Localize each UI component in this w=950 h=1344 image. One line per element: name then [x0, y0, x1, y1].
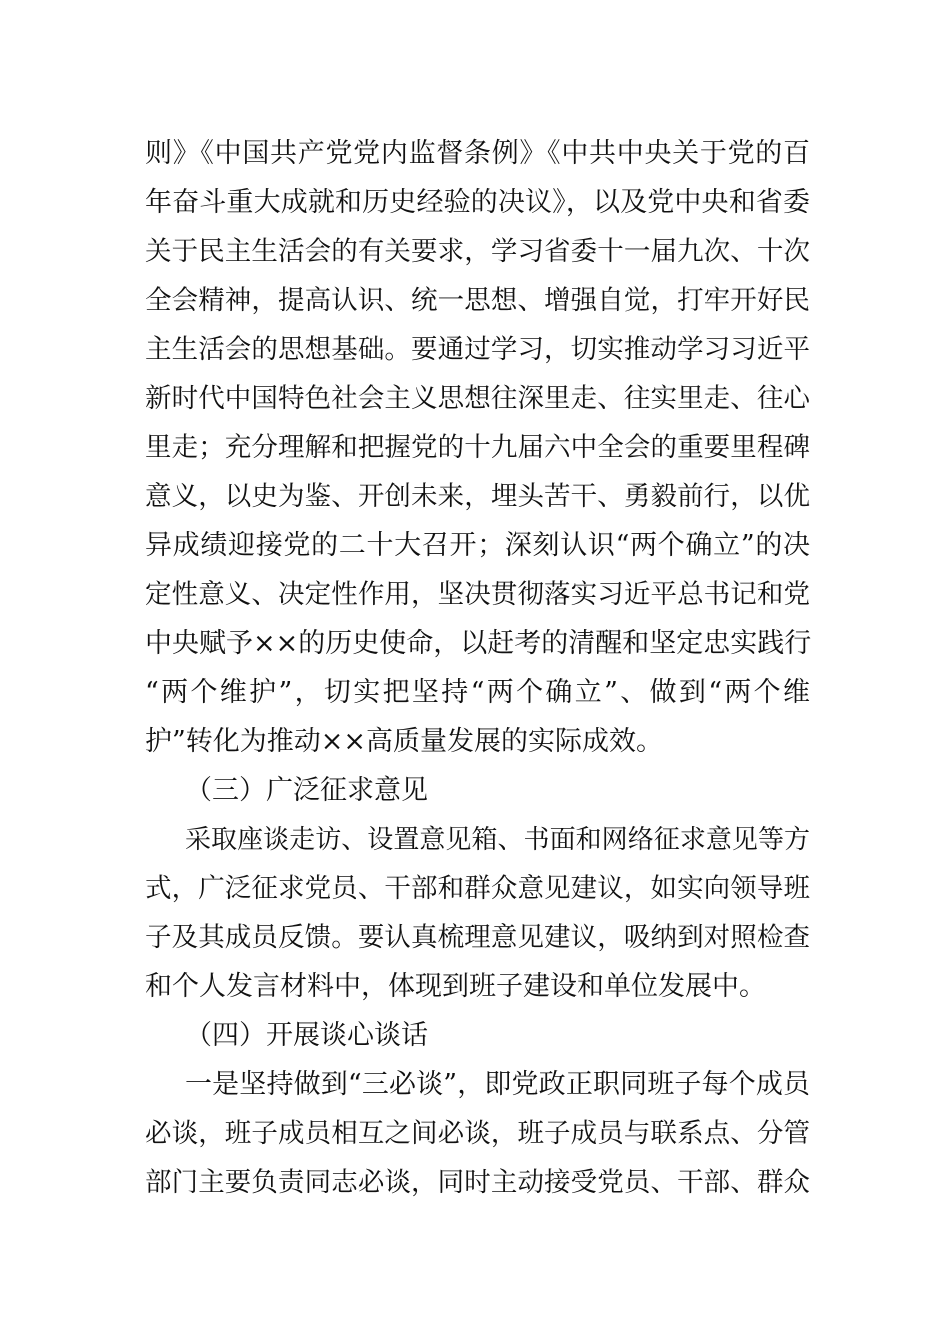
body-text-line: 则》《中国共产党党内监督条例》《中共中央关于党的百: [145, 138, 810, 169]
body-text-line: 年奋斗重大成就和历史经验的决议》，以及党中央和省委: [145, 187, 810, 218]
body-text-line: 关于民主生活会的有关要求，学习省委十一届九次、十次: [145, 236, 810, 267]
body-text-line: 中央赋予××的历史使命，以赶考的清醒和坚定忠实践行: [145, 628, 812, 659]
body-text-line: 子及其成员反馈。要认真梳理意见建议，吸纳到对照检查: [145, 922, 810, 953]
body-text-line: 全会精神，提高认识、统一思想、增强自觉，打牢开好民: [145, 285, 810, 316]
body-text-line: 必谈，班子成员相互之间必谈，班子成员与联系点、分管: [145, 1118, 810, 1149]
body-text-line: 里走；充分理解和把握党的十九届六中全会的重要里程碑: [145, 432, 810, 463]
body-text-line: 式，广泛征求党员、干部和群众意见建议，如实向领导班: [145, 873, 810, 904]
body-text-line: 定性意义、决定性作用，坚决贯彻落实习近平总书记和党: [145, 579, 810, 610]
body-text-line: 主生活会的思想基础。要通过学习，切实推动学习习近平: [145, 334, 810, 365]
body-text-line: 异成绩迎接党的二十大召开；深刻认识“两个确立”的决: [145, 530, 810, 561]
section-heading-4: （四）开展谈心谈话: [185, 1020, 428, 1051]
section-heading-3: （三）广泛征求意见: [185, 775, 428, 806]
body-text-line: 新时代中国特色社会主义思想往深里走、往实里走、往心: [145, 383, 810, 414]
body-text-line: 和个人发言材料中，体现到班子建设和单位发展中。: [145, 971, 766, 1002]
body-text-line: 一是坚持做到“三必谈”，即党政正职同班子每个成员: [185, 1069, 810, 1100]
body-text-line: 采取座谈走访、设置意见箱、书面和网络征求意见等方: [185, 825, 810, 855]
body-text-line: 护”转化为推动××高质量发展的实际成效。: [145, 726, 664, 757]
body-text-line: 意义，以史为鉴、开创未来，埋头苦干、勇毅前行，以优: [145, 481, 810, 512]
body-text-line: “两个维护”，切实把坚持“两个确立”、做到“两个维: [145, 677, 810, 708]
body-text-line: 部门主要负责同志必谈，同时主动接受党员、干部、群众: [145, 1167, 810, 1198]
